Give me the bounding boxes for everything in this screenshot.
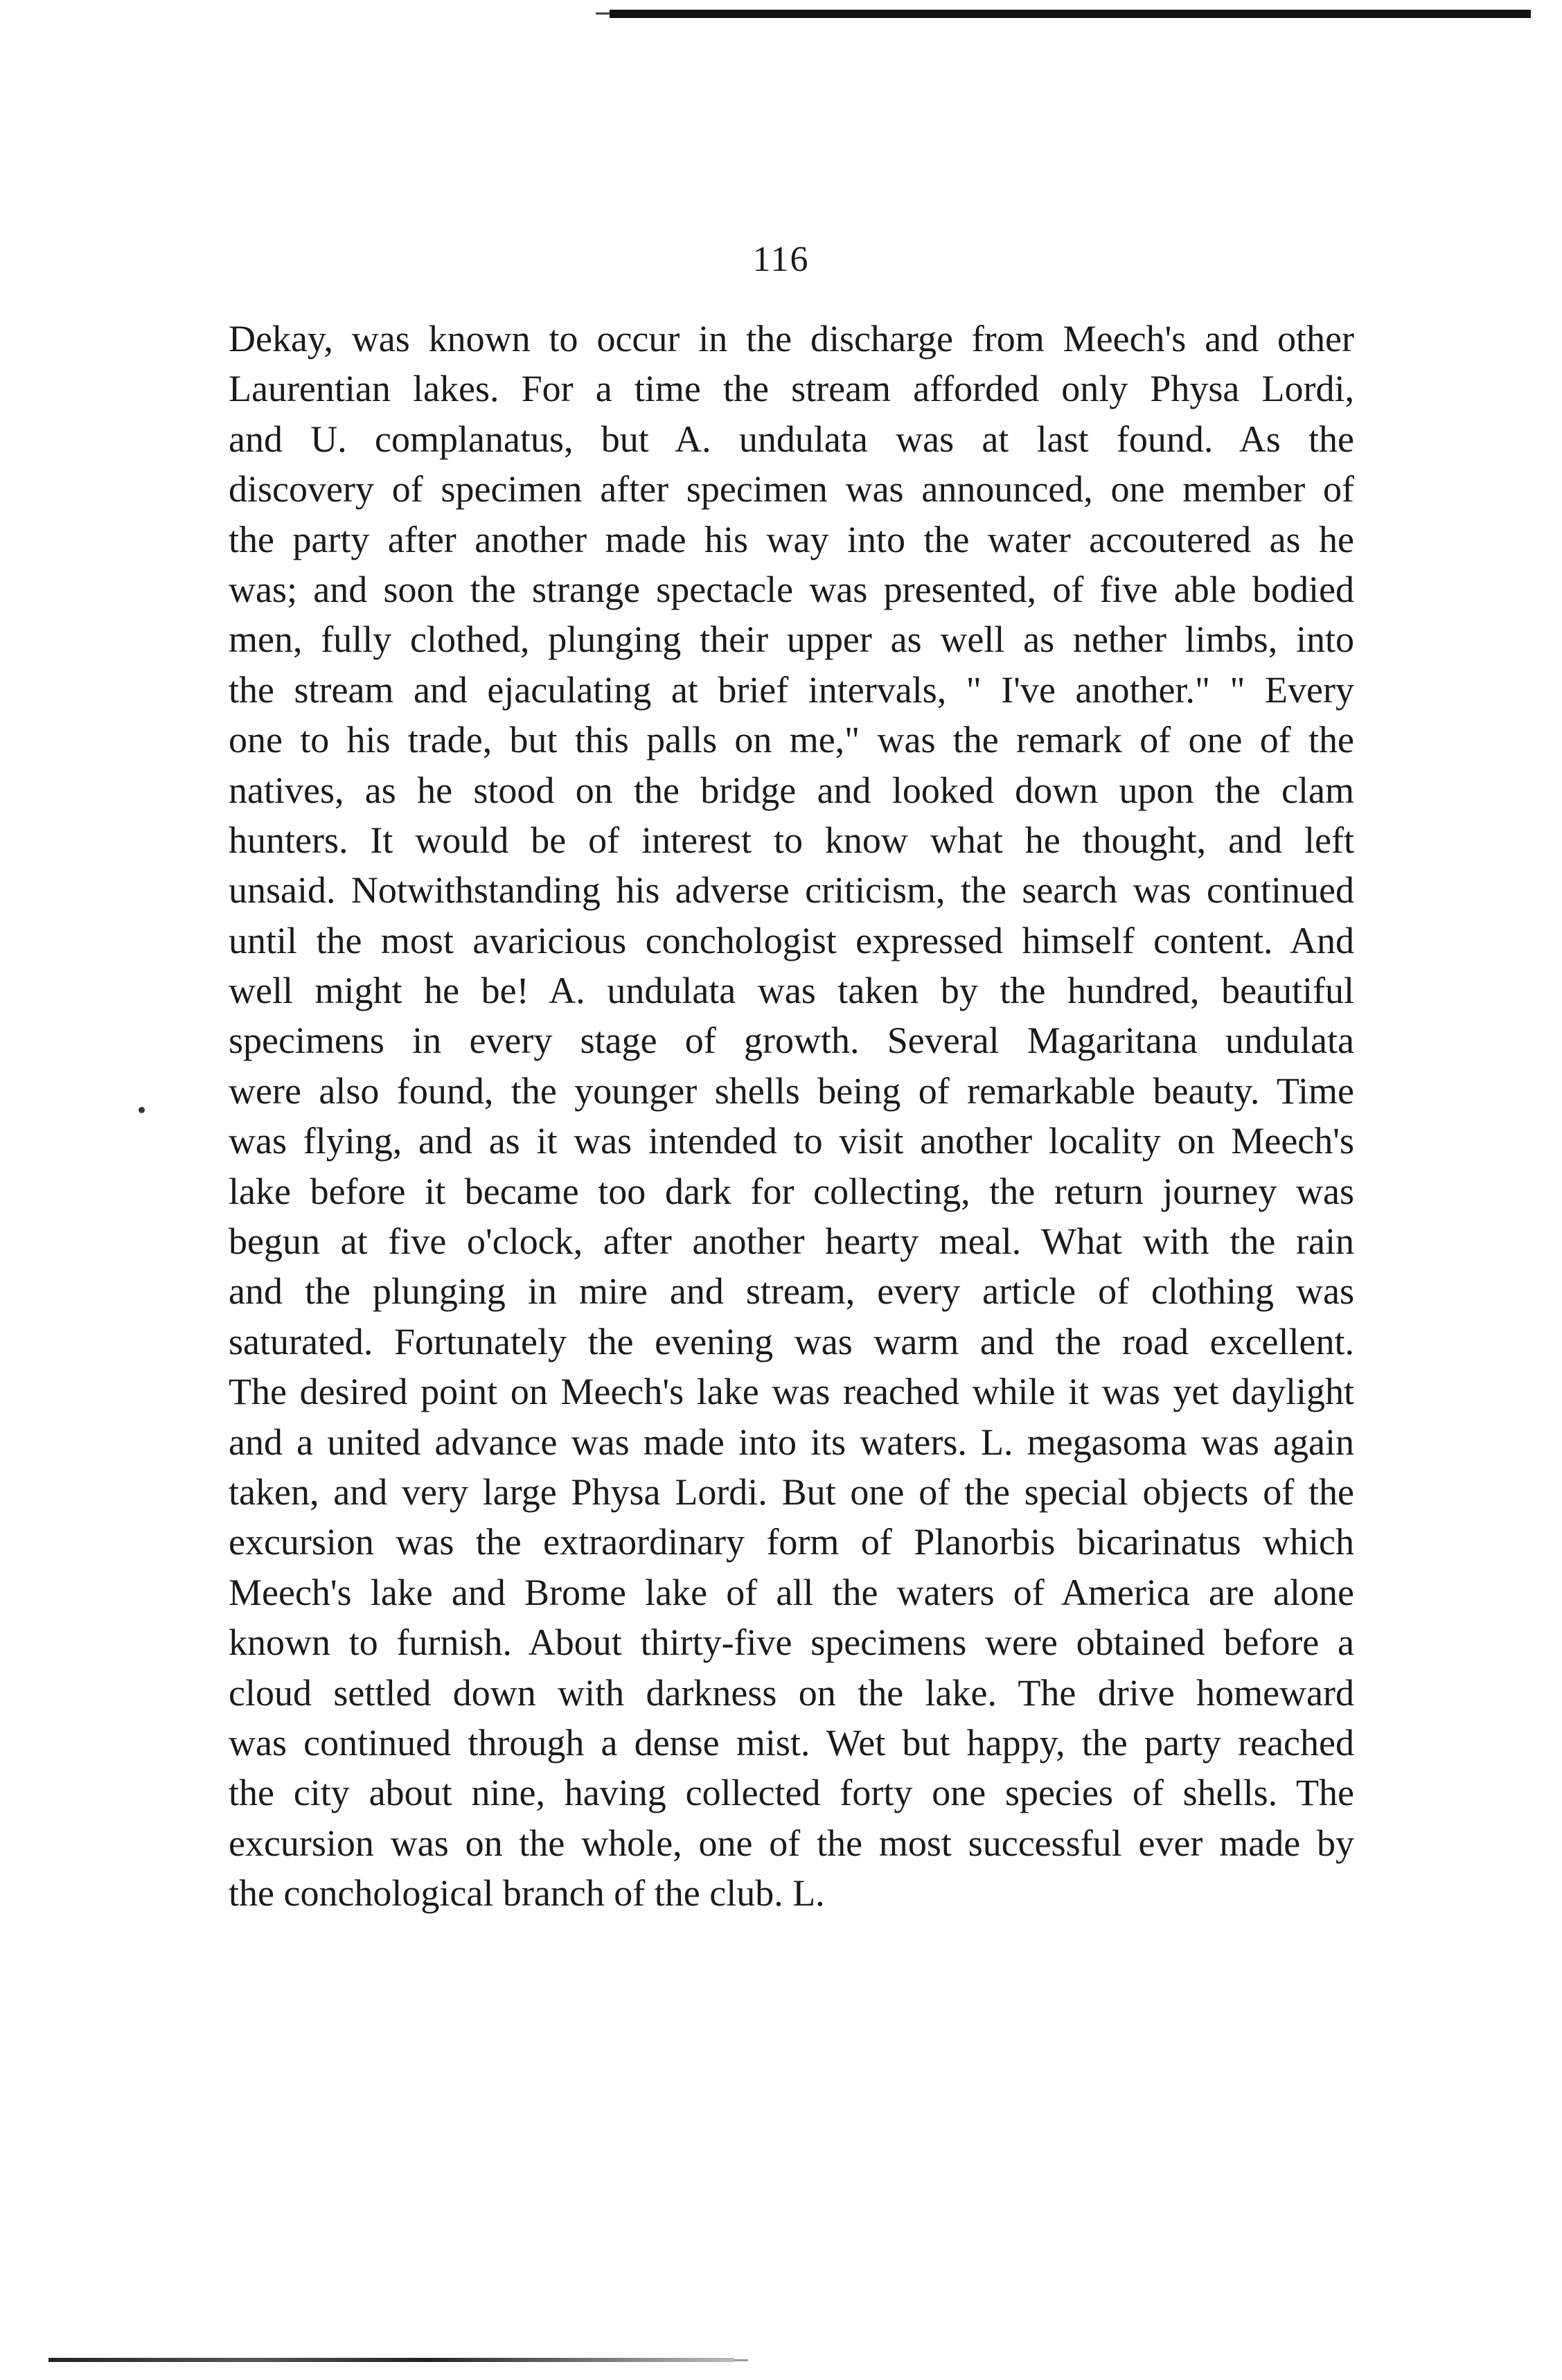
text-line: natives, as he stood on the bridge and looked down upon the clam xyxy=(229,769,1354,811)
text-line: until the most avaricious conchologist expressed himself content. And xyxy=(229,919,1354,961)
text-line: the city about nine, having collected forty one species of shells. The xyxy=(229,1772,1354,1814)
text-line: was flying, and as it was intended to visit another locality on Meech's xyxy=(229,1120,1354,1162)
text-line-last: the conchological branch of the club. L. xyxy=(229,1872,825,1915)
text-line: the stream and ejaculating at brief intervals, " I've another." " Every xyxy=(229,668,1354,711)
text-line: one to his trade, but this palls on me," was the remark of one of the xyxy=(229,719,1354,761)
text-line: and a united advance was made into its waters. L. megasoma was again xyxy=(229,1421,1354,1463)
text-line: hunters. It would be of interest to know what he thought, and left xyxy=(229,819,1354,861)
text-line: known to furnish. About thirty-five specimens were obtained before a xyxy=(229,1622,1354,1664)
stray-ink-mark xyxy=(139,1107,145,1113)
text-line: lake before it became too dark for collecting, the return journey was xyxy=(229,1170,1354,1212)
text-line: specimens in every stage of growth. Several Magaritana undulata xyxy=(229,1020,1354,1062)
text-line: Dekay, was known to occur in the discharge from Meech's and other xyxy=(229,318,1354,359)
text-line: begun at five o'clock, after another hearty meal. What with the rain xyxy=(229,1220,1354,1263)
text-line: discovery of specimen after specimen was announced, one member of xyxy=(229,468,1354,510)
text-line: Laurentian lakes. For a time the stream afforded only Physa Lordi, xyxy=(229,368,1354,410)
text-line: was; and soon the strange spectacle was presented, of five able bodied xyxy=(229,568,1354,610)
text-line: well might he be! A. undulata was taken by the hundred, beautiful xyxy=(229,970,1354,1012)
text-line: were also found, the younger shells being of remarkable beauty. Time xyxy=(229,1069,1354,1112)
text-line: the party after another made his way into the water accoutered as he xyxy=(229,518,1354,560)
text-line: cloud settled down with darkness on the lake. The drive homeward xyxy=(229,1671,1354,1714)
text-line: excursion was on the whole, one of the most successful ever made by xyxy=(229,1822,1354,1864)
text-line: and the plunging in mire and stream, every article of clothing was xyxy=(229,1270,1354,1313)
text-line: saturated. Fortunately the evening was warm and the road excellent. xyxy=(229,1320,1354,1362)
bottom-rule-tail xyxy=(734,2359,748,2361)
text-line: excursion was the extraordinary form of Planorbis bicarinatus which xyxy=(229,1521,1354,1563)
text-line: was continued through a dense mist. Wet but happy, the party reached xyxy=(229,1721,1354,1764)
text-line: taken, and very large Physa Lordi. But one of the special objects of the xyxy=(229,1471,1354,1513)
text-line: men, fully clothed, plunging their upper as well as nether limbs, into xyxy=(229,619,1354,661)
text-line: The desired point on Meech's lake was reached while it was yet daylight xyxy=(229,1371,1354,1413)
text-line: unsaid. Notwithstanding his adverse criticism, the search was continued xyxy=(229,869,1354,912)
top-rule xyxy=(610,10,1531,18)
bottom-rule xyxy=(48,2358,734,2362)
page-number: 116 xyxy=(752,240,810,279)
body-text xyxy=(229,314,1354,1919)
text-line: and U. complanatus, but A. undulata was at last found. As the xyxy=(229,418,1354,460)
text-line: Meech's lake and Brome lake of all the waters of America are alone xyxy=(229,1571,1354,1613)
